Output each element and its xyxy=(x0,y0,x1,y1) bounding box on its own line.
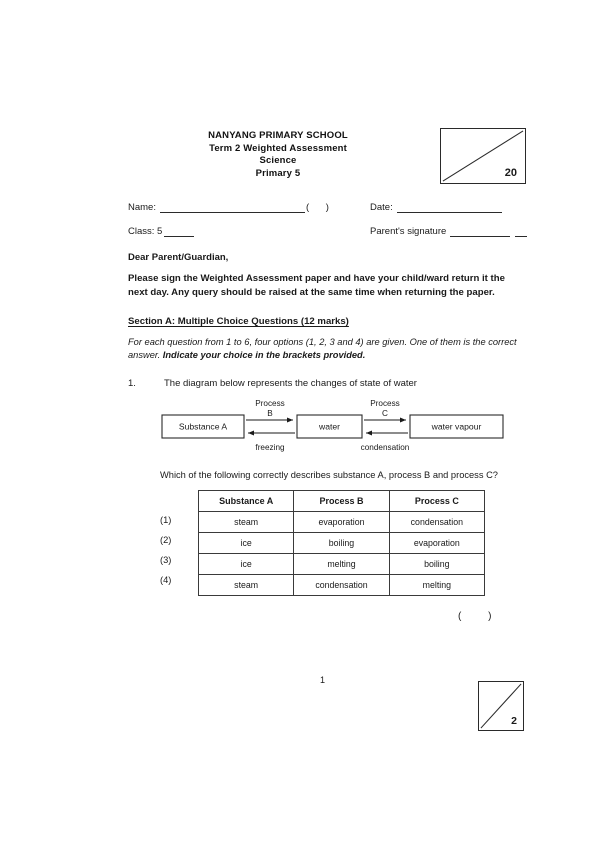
column-header-process-b: Process B xyxy=(294,491,389,512)
name-label: Name: xyxy=(128,202,156,213)
option-label-column xyxy=(160,490,194,590)
subject-name: Science xyxy=(259,155,297,166)
diagram-label-process-b-line2: B xyxy=(267,409,273,418)
date-field-row xyxy=(370,202,502,213)
option-label-3[interactable]: (3) xyxy=(160,555,172,565)
cell-process-b: boiling xyxy=(294,533,389,554)
state-change-diagram-svg xyxy=(160,398,505,460)
option-label-4[interactable]: (4) xyxy=(160,575,172,585)
section-a-heading: Section A: Multiple Choice Questions (12 marks) xyxy=(128,316,349,327)
signature-input-line[interactable] xyxy=(450,227,510,237)
instruction-text-normal: For each question from 1 to 6, four options (1, 2, 3 and 4) are given. One of them is the correct answer. xyxy=(128,337,517,360)
total-marks-box xyxy=(440,128,526,184)
date-label: Date: xyxy=(370,202,393,213)
cell-process-c: boiling xyxy=(389,554,484,575)
name-field-row xyxy=(128,202,336,213)
cell-substance-a: steam xyxy=(199,512,294,533)
cell-process-c: melting xyxy=(389,575,484,596)
diagram-label-process-c-line1: Process xyxy=(370,399,400,408)
diagram-label-process-c-line2: C xyxy=(382,409,388,418)
name-input-line[interactable] xyxy=(160,203,305,213)
diagram-label-freezing: freezing xyxy=(255,443,285,452)
footer-marks-value: 2 xyxy=(511,715,517,727)
instruction-text-bold: Indicate your choice in the brackets provided. xyxy=(162,350,366,360)
signature-field-row xyxy=(370,226,527,237)
table-header-row xyxy=(199,491,485,512)
table-row[interactable] xyxy=(199,575,485,596)
diagram-label-substance-a: Substance A xyxy=(178,421,228,432)
letter-salutation: Dear Parent/Guardian, xyxy=(128,252,229,263)
question-1-answer-brackets[interactable]: ( ) xyxy=(458,611,504,622)
option-label-1[interactable]: (1) xyxy=(160,515,172,525)
cell-process-c: condensation xyxy=(389,512,484,533)
level-name: Primary 5 xyxy=(255,167,301,179)
question-1-stem: Which of the following correctly describes substance A, process B and process C? xyxy=(160,470,498,480)
diagram-label-process-b-line1: Process xyxy=(255,399,285,408)
table-row[interactable] xyxy=(199,554,485,575)
diagram-label-water-vapour: water vapour xyxy=(431,421,482,432)
question-1-number: 1. xyxy=(128,378,136,389)
cell-process-c: evaporation xyxy=(389,533,484,554)
cell-process-b: evaporation xyxy=(294,512,389,533)
options-table xyxy=(198,490,485,596)
diagram-label-water: water xyxy=(318,421,341,432)
question-1-text: The diagram below represents the changes of state of water xyxy=(164,378,417,389)
cell-substance-a: ice xyxy=(199,554,294,575)
column-header-substance-a: Substance A xyxy=(199,491,294,512)
cell-substance-a: steam xyxy=(199,575,294,596)
section-a-instruction xyxy=(128,336,526,362)
assessment-title: Term 2 Weighted Assessment xyxy=(209,142,347,154)
diagram-label-condensation: condensation xyxy=(360,443,410,452)
class-field-row xyxy=(128,226,194,237)
table-row[interactable] xyxy=(199,512,485,533)
exam-header xyxy=(128,130,428,180)
cell-process-b: melting xyxy=(294,554,389,575)
school-name: NANYANG PRIMARY SCHOOL xyxy=(208,130,348,141)
class-input-line[interactable] xyxy=(164,227,194,237)
option-label-2[interactable]: (2) xyxy=(160,535,172,545)
footer-marks-box xyxy=(478,681,524,731)
signature-input-line-tail[interactable] xyxy=(515,227,527,237)
signature-label: Parent's signature xyxy=(370,226,447,237)
column-header-process-c: Process C xyxy=(389,491,484,512)
cell-substance-a: ice xyxy=(199,533,294,554)
letter-body: Please sign the Weighted Assessment paper and have your child/ward return it the next day. Any query should be raised at the same time when returning the paper. xyxy=(128,273,505,298)
cell-process-b: condensation xyxy=(294,575,389,596)
table-row[interactable] xyxy=(199,533,485,554)
class-label: Class: 5 xyxy=(128,226,163,237)
name-index-parens[interactable]: ( ) xyxy=(305,202,336,213)
date-input-line[interactable] xyxy=(397,203,502,213)
page-number: 1 xyxy=(319,675,325,685)
total-marks-value: 20 xyxy=(504,167,517,179)
state-change-diagram xyxy=(160,398,505,460)
